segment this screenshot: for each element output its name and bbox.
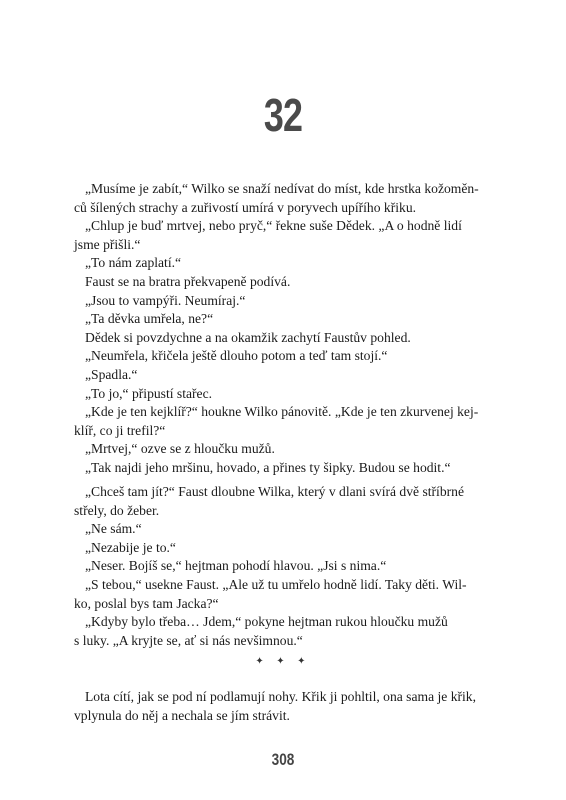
paragraph	[74, 347, 494, 366]
chapter-number: 32	[263, 89, 303, 141]
text-line: „Chceš tam jít?“ Faust dloubne Wilka, který v dlani svírá dvě stříbrné	[85, 484, 464, 499]
section-separator: ✦ ✦ ✦	[255, 656, 311, 667]
text-line: „Musíme je zabít,“ Wilko se snaží nedívat do míst, kde hrstka kožoměn-	[85, 181, 479, 196]
paragraph	[74, 576, 494, 613]
paragraph	[74, 310, 494, 329]
text-line: klíř, co ji trefil?“	[74, 422, 166, 438]
text-line: Lota cítí, jak se pod ní podlamují nohy. Křik ji pohltil, ona sama je křik,	[85, 689, 477, 704]
text-line: „To jo,“ připustí stařec.	[85, 385, 213, 401]
paragraph	[74, 459, 494, 478]
text-line: ko, poslal bys tam Jacka?“	[74, 595, 219, 611]
text-line: „Ne sám.“	[85, 521, 142, 537]
text-line: „Neser. Bojíš se,“ hejtman pohodí hlavou. „Jsi s nima.“	[85, 558, 387, 574]
paragraph	[74, 329, 494, 348]
text-line: s luky. „A kryjte se, ať si nás nevšimnou.“	[74, 632, 303, 648]
paragraph	[74, 217, 494, 254]
text-line: „To nám zaplatí.“	[85, 255, 182, 271]
text-line: „Kde je ten kejklíř?“ houkne Wilko pánovitě. „Kde je ten zkurvenej kej-	[85, 404, 479, 420]
paragraph	[74, 613, 494, 650]
paragraph	[74, 520, 494, 539]
paragraph	[74, 385, 494, 404]
paragraph	[74, 688, 494, 725]
text-line: jsme přišli.“	[74, 236, 141, 252]
paragraph	[74, 483, 494, 520]
paragraph	[74, 440, 494, 459]
text-block-dialogue-continued	[74, 483, 494, 650]
text-line: „Ta děvka umřela, ne?“	[85, 311, 214, 327]
text-line: „Chlup je buď mrtvej, nebo pryč,“ řekne suše Dědek. „A o hodně lidí	[85, 218, 462, 234]
paragraph	[74, 539, 494, 558]
paragraph	[74, 557, 494, 576]
paragraph	[74, 366, 494, 385]
text-line: „Nezabije je to.“	[85, 539, 176, 555]
text-line: „Tak najdi jeho mršinu, hovado, a přines ty šipky. Budou se hodit.“	[85, 459, 451, 475]
text-line: ců šílených strachy a zuřivostí umírá v poryvech upířího křiku.	[74, 199, 417, 215]
text-line: střely, do žeber.	[74, 502, 160, 518]
text-line: „Kdyby bylo třeba… Jdem,“ pokyne hejtman rukou hloučku mužů	[85, 614, 448, 630]
text-line: vplynula do něj a nechala se jím strávit.	[74, 707, 290, 723]
text-line: „Jsou to vampýři. Neumíraj.“	[85, 292, 246, 308]
paragraph	[74, 254, 494, 273]
text-line: Dědek si povzdychne a na okamžik zachytí Faustův pohled.	[85, 329, 411, 345]
text-line: Faust se na bratra překvapeně podívá.	[85, 273, 291, 289]
text-block-closing	[74, 688, 494, 725]
text-line: „Neumřela, křičela ještě dlouho potom a teď tam stojí.“	[85, 348, 388, 364]
page-number: 308	[271, 750, 295, 769]
text-line: „Spadla.“	[85, 366, 138, 382]
text-line: „Mrtvej,“ ozve se z hloučku mužů.	[85, 441, 275, 457]
paragraph	[74, 292, 494, 311]
paragraph	[74, 180, 494, 217]
text-block-dialogue	[74, 180, 494, 478]
paragraph	[74, 403, 494, 440]
text-line: „S tebou,“ usekne Faust. „Ale už tu umřelo hodně lidí. Taky děti. Wil-	[85, 576, 467, 592]
paragraph	[74, 273, 494, 292]
